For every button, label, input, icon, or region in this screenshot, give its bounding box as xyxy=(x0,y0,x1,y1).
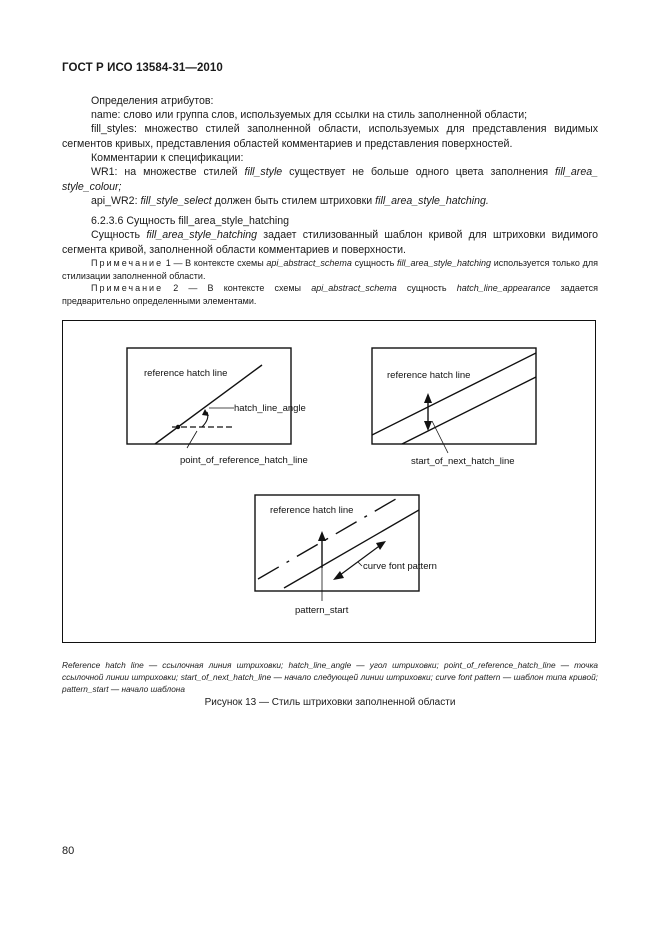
curve-font-leader xyxy=(358,562,362,566)
pattern-start-label: pattern_start xyxy=(295,605,349,616)
angle-arrowhead xyxy=(202,409,209,416)
hatch-angle-label: hatch_line_angle xyxy=(234,403,306,414)
panel-3-reference-line xyxy=(284,510,419,588)
attr-heading: Определения атрибутов: xyxy=(91,95,214,107)
note-1: Примечание 1 — В контексте схемы api_abstract_schema сущность fill_area_style_hatching используется только для стилизации заполненной области. xyxy=(62,258,598,281)
name-definition: name: слово или группа слов, используемых для ссылки на стиль заполненной области; xyxy=(91,109,528,121)
note-2: Примечание 2 — В контексте схемы api_abstract_schema сущность hatch_line_appearance задается предварительно определенными элементами. xyxy=(62,283,598,306)
curve-font-arrow-left xyxy=(333,571,344,580)
point-leader xyxy=(187,431,197,448)
wr1-rule: WR1: на множестве стилей fill_style существует не больше одного цвета заполнения fill_area_ style_colour; xyxy=(62,166,599,193)
curve-font-label: curve font pattern xyxy=(363,561,437,572)
start-next-label: start_of_next_hatch_line xyxy=(411,456,515,467)
panel-2-reference-line xyxy=(372,353,536,435)
hatching-diagram xyxy=(62,320,596,643)
wr2-rule: api_WR2: fill_style_select должен быть стилем штриховки fill_area_style_hatching. xyxy=(91,195,489,207)
spacing-arrow-up xyxy=(424,393,432,403)
fill-styles-definition: fill_styles: множество стилей заполненной области, используемых для представления видимых сегментов кривых, представления областей комментариев и представления поверхностей. xyxy=(62,123,598,150)
panel-3-ref-label: reference hatch line xyxy=(270,505,354,516)
panel-1-box xyxy=(127,348,291,444)
pattern-start-arrowhead xyxy=(318,531,326,541)
start-next-leader xyxy=(432,421,448,453)
figure-legend: Reference hatch line — ссылочная линия штриховки; hatch_line_angle — угол штриховки; point_of_reference_hatch_line — точка ссылочной линии штриховки; start_of_next_hatch_line — начало следующей линии штриховки; curve font pattern — шаблон типа кривой; pattern_start — начало шаблона xyxy=(62,660,598,694)
panel-2-box xyxy=(372,348,536,444)
reference-point-marker xyxy=(176,425,180,429)
comments-heading: Комментарии к спецификации: xyxy=(91,152,244,164)
page-number: 80 xyxy=(62,845,75,857)
figure-caption: Рисунок 13 — Стиль штриховки заполненной области xyxy=(204,697,456,708)
section-title: 6.2.3.6 Сущность fill_area_style_hatching xyxy=(91,215,290,227)
point-ref-label: point_of_reference_hatch_line xyxy=(180,455,308,466)
panel-1-ref-label: reference hatch line xyxy=(144,368,228,379)
curve-font-arrow-right xyxy=(376,541,386,550)
panel-2-ref-label: reference hatch line xyxy=(387,370,471,381)
document-header: ГОСТ Р ИСО 13584-31—2010 xyxy=(62,62,223,74)
section-description: Сущность fill_area_style_hatching задает стилизованный шаблон кривой для штриховки видимого сегмента кривой, заполненной области комментариев и поверхности. xyxy=(62,229,598,256)
